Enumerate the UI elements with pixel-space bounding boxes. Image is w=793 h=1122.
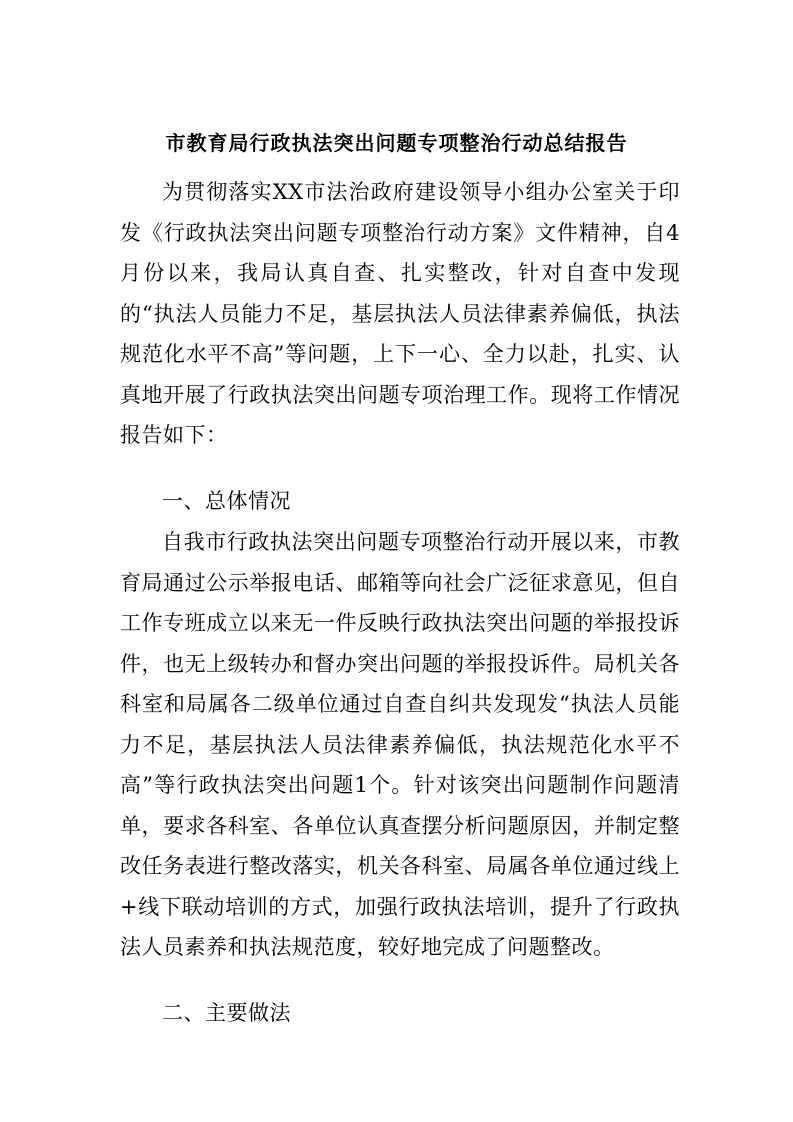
section-overall-paragraph: 自我市行政执法突出问题专项整治行动开展以来，市教育局通过公示举报电话、邮箱等向社会广泛征求意见，但自工作专班成立以来无一件反映行政执法突出问题的举报投诉件，也无上级转办和督办突出问题的举报投诉件。局机关各科室和局属各二级单位通过自查自纠共发现发“执法人员能力不足，基层执法人员法律素养偏低，执法规范化水平不高”等行政执法突出问题1个。针对该突出问题制作问题清单，要求各科室、各单位认真查摆分析问题原因，并制定整改任务表进行整改落实，机关各科室、局属各单位通过线上+线下联动培训的方式，加强行政执法培训，提升了行政执法人员素养和执法规范度，较好地完成了问题整改。: [120, 530, 680, 959]
section-heading-overall: 一、总体情况: [162, 489, 291, 513]
intro-paragraph: 为贯彻落实XX市法治政府建设领导小组办公室关于印发《行政执法突出问题专项整治行动方案》文件精神，自4月份以来，我局认真自查、扎实整改，针对自查中发现的“执法人员能力不足，基层执法人员法律素养偏低，执法规范化水平不高”等问题，上下一心、全力以赴，扎实、认真地开展了行政执法突出问题专项治理工作。现将工作情况报告如下：: [120, 180, 680, 447]
section-heading-main-methods: 二、主要做法: [162, 1001, 291, 1025]
document-title: 市教育局行政执法突出问题专项整治行动总结报告: [165, 131, 628, 155]
